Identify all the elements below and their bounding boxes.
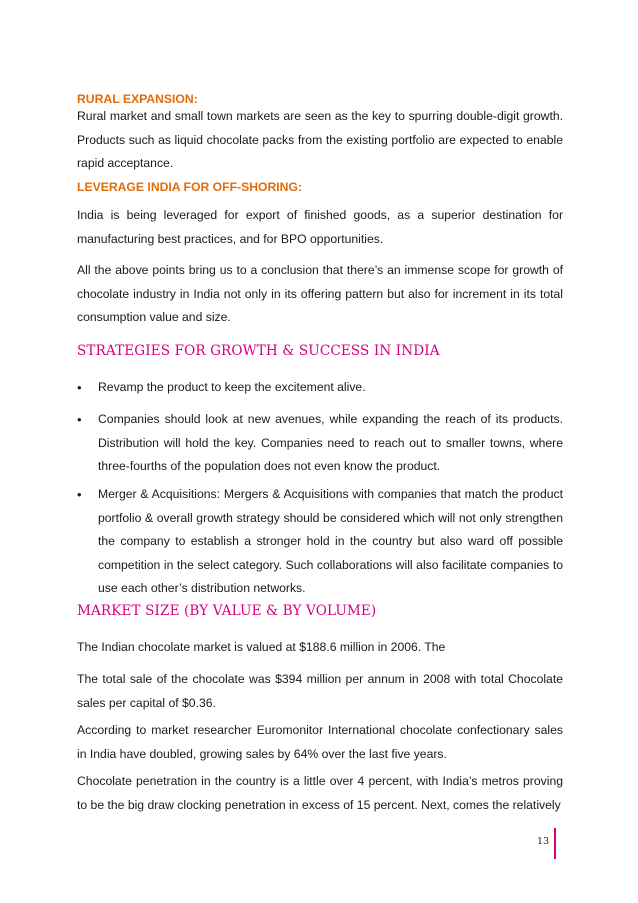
strategy-list-item bbox=[77, 408, 563, 479]
strategy-item-text: Revamp the product to keep the excitement alive. bbox=[98, 380, 366, 394]
leverage-india-paragraph: India is being leveraged for export of finished goods, as a superior destination for manufacturing best practices, and for BPO opportunities. bbox=[77, 208, 563, 246]
strategy-item-text: Merger & Acquisitions: Mergers & Acquisitions with companies that match the product portfolio & overall growth strategy should be considered which will not only strengthen the company to establish a stronger hold in the country but also ward off possible competition in the select category. Such collaborations will also facilitate companies to use each other’s distribution networks. bbox=[98, 487, 563, 595]
strategy-list-item bbox=[77, 483, 563, 601]
rural-expansion-paragraph: Rural market and small town markets are seen as the key to spurring double-digit growth. Products such as liquid chocolate packs from the existing portfolio are expected to enable rapid acceptance. bbox=[77, 109, 563, 170]
leverage-india-heading: LEVERAGE INDIA FOR OFF-SHORING: bbox=[77, 180, 303, 194]
strategies-heading: STRATEGIES FOR GROWTH & SUCCESS IN INDIA bbox=[77, 343, 440, 359]
strategy-item-text: Companies should look at new avenues, while expanding the reach of its products. Distribution will hold the key. Companies need to reach out to smaller towns, where three-fourths of the population does not even know the product. bbox=[98, 412, 563, 473]
market-size-paragraph: According to market researcher Euromonitor International chocolate confectionary sales in India have doubled, growing sales by 64% over the last five years. bbox=[77, 723, 563, 761]
page-number: 13 bbox=[537, 836, 550, 847]
conclusion-paragraph: All the above points bring us to a conclusion that there’s an immense scope for growth of chocolate industry in India not only in its offering pattern but also for increment in its total consumption value and size. bbox=[77, 263, 563, 324]
bullet-icon: • bbox=[77, 487, 82, 502]
page-number-rule bbox=[554, 828, 556, 859]
market-size-paragraph: Chocolate penetration in the country is a little over 4 percent, with India’s metros proving to be the big draw clocking penetration in excess of 15 percent. Next, comes the relatively bbox=[77, 774, 563, 812]
bullet-icon: • bbox=[77, 380, 82, 395]
bullet-icon: • bbox=[77, 412, 82, 427]
market-size-paragraph: The total sale of the chocolate was $394 million per annum in 2008 with total Chocolate sales per capital of $0.36. bbox=[77, 672, 563, 710]
market-size-heading: MARKET SIZE (BY VALUE & BY VOLUME) bbox=[77, 603, 377, 619]
market-size-paragraph: The Indian chocolate market is valued at $188.6 million in 2006. The bbox=[77, 640, 446, 654]
strategy-list-item bbox=[77, 376, 563, 400]
rural-expansion-heading: RURAL EXPANSION: bbox=[77, 92, 198, 106]
